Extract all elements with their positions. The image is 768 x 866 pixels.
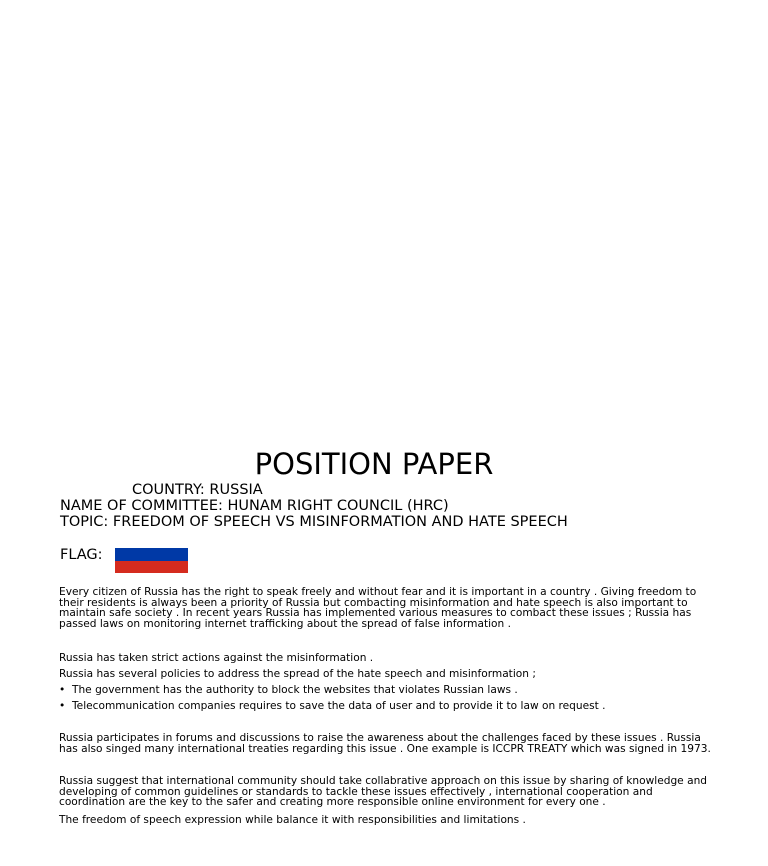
paragraph-forums: Russia participates in forums and discussions to raise the awareness about the challenges faced by these issues . Russia has also singed many international treaties regarding this issue . One example is ICCPR TREATY which was signed in 1973.	[59, 732, 711, 755]
paragraph-freedom: Every citizen of Russia has the right to speak freely and without fear and it is important in a country . Giving freedom to their residents is always been a priority of Russia but combacting misinformation and hate speech is also important to maintain safe society . In recent years Russia has implemented various measures to combact these issues ; Russia has passed laws on monitoring internet trafficking about the spread of false information .	[59, 586, 697, 630]
document-title: POSITION PAPER	[254, 447, 494, 481]
flag-stripe-red	[115, 561, 188, 574]
committee-line: NAME OF COMMITTEE: HUNAM RIGHT COUNCIL (HRC)	[60, 498, 449, 514]
bullet-marker: •	[59, 700, 66, 712]
bullet-text: Telecommunication companies requires to save the data of user and to provide it to law on request .	[72, 700, 606, 712]
russia-flag-image	[115, 548, 188, 573]
closing-line: The freedom of speech expression while balance it with responsibilities and limitations .	[59, 814, 526, 826]
line-policies: Russia has several policies to address the spread of the hate speech and misinformation ;	[59, 668, 536, 680]
bullet-item	[59, 684, 518, 696]
topic-line: TOPIC: FREEDOM OF SPEECH VS MISINFORMATION AND HATE SPEECH	[60, 514, 568, 530]
line-actions: Russia has taken strict actions against the misinformation .	[59, 652, 374, 664]
bullet-marker: •	[59, 684, 66, 696]
flag-stripe-blue	[115, 548, 188, 561]
paragraph-suggestion: Russia suggest that international community should take collabrative approach on this issue by sharing of knowledge and developing of common guidelines or standards to tackle these issues effectively , international cooperation and coordination are the key to the safer and creating more responsible online environment for every one .	[59, 775, 708, 809]
bullet-text: The government has the authority to block the websites that violates Russian laws .	[72, 684, 518, 696]
flag-label: FLAG:	[60, 547, 103, 563]
country-line: COUNTRY: RUSSIA	[132, 482, 263, 498]
bullet-item	[59, 700, 606, 712]
